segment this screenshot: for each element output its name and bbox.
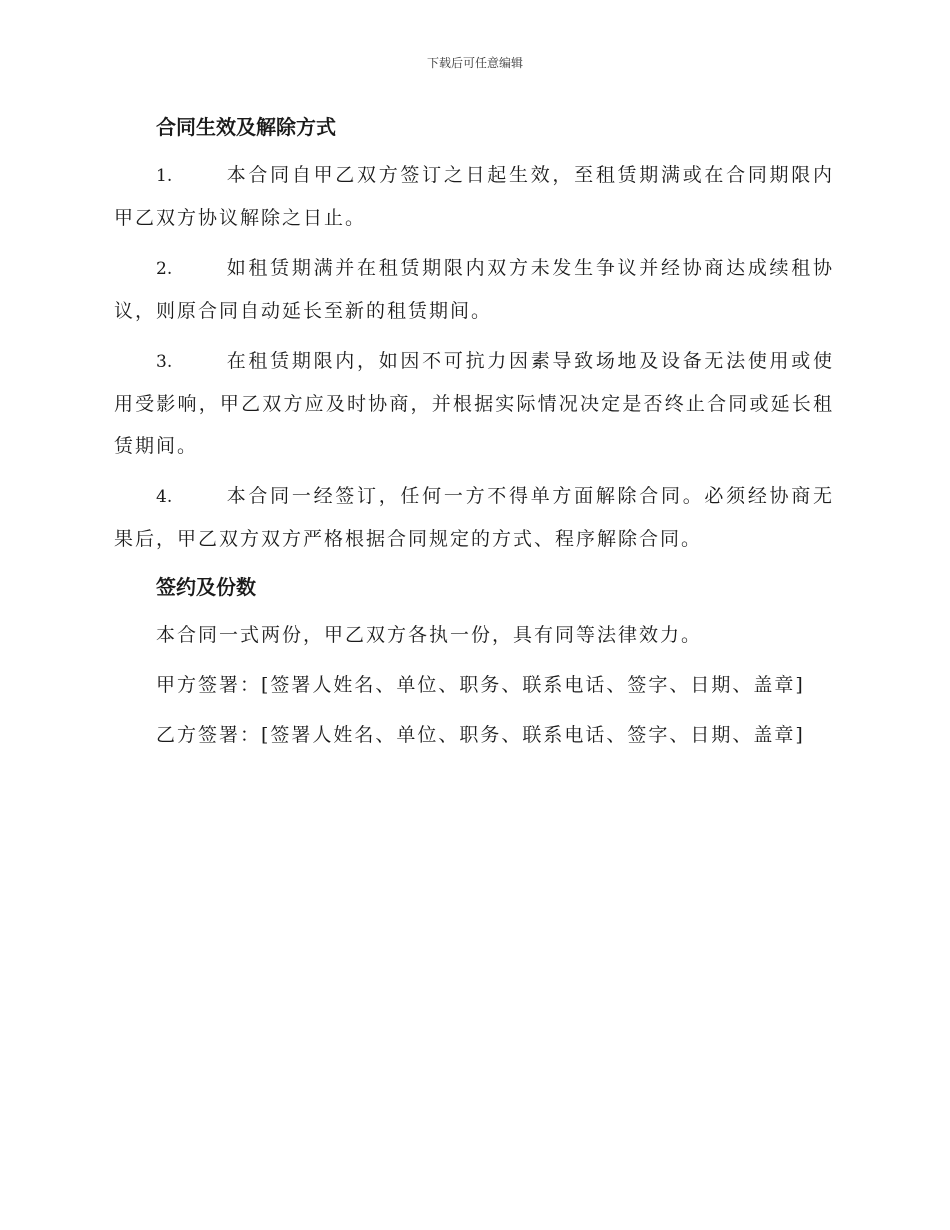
clause-1 — [114, 154, 834, 239]
party-a-signature-line: 甲方签署：[签署人姓名、单位、职务、联系电话、签字、日期、盖章] — [156, 674, 805, 696]
clause-2 — [114, 247, 834, 332]
page-header: 下载后可任意编辑 — [426, 56, 523, 70]
clause-3 — [114, 340, 834, 467]
section-heading-effect-termination: 合同生效及解除方式 — [156, 115, 336, 139]
party-b-signature-line: 乙方签署：[签署人姓名、单位、职务、联系电话、签字、日期、盖章] — [156, 724, 805, 746]
clause-4 — [114, 475, 834, 560]
clause-text: 本合同自甲乙双方签订之日起生效，至租赁期满或在合同期限内甲乙双方协议解除之日止。 — [114, 164, 834, 229]
clause-number: 4. — [156, 487, 173, 507]
clause-text: 本合同一经签订，任何一方不得单方面解除合同。必须经协商无果后，甲乙双方双方严格根据合同规定的方式、程序解除合同。 — [114, 485, 834, 550]
section-heading-signing-copies: 签约及份数 — [156, 575, 256, 599]
clause-number: 2. — [156, 259, 173, 279]
document-body — [114, 108, 834, 764]
clause-number: 3. — [156, 352, 173, 372]
clause-number: 1. — [156, 166, 173, 186]
copies-statement: 本合同一式两份，甲乙双方各执一份，具有同等法律效力。 — [156, 624, 703, 646]
clause-text: 在租赁期限内，如因不可抗力因素导致场地及设备无法使用或使用受影响，甲乙双方应及时协商，并根据实际情况决定是否终止合同或延长租赁期间。 — [114, 350, 834, 457]
clause-text: 如租赁期满并在租赁期限内双方未发生争议并经协商达成续租协议，则原合同自动延长至新的租赁期间。 — [114, 257, 834, 322]
